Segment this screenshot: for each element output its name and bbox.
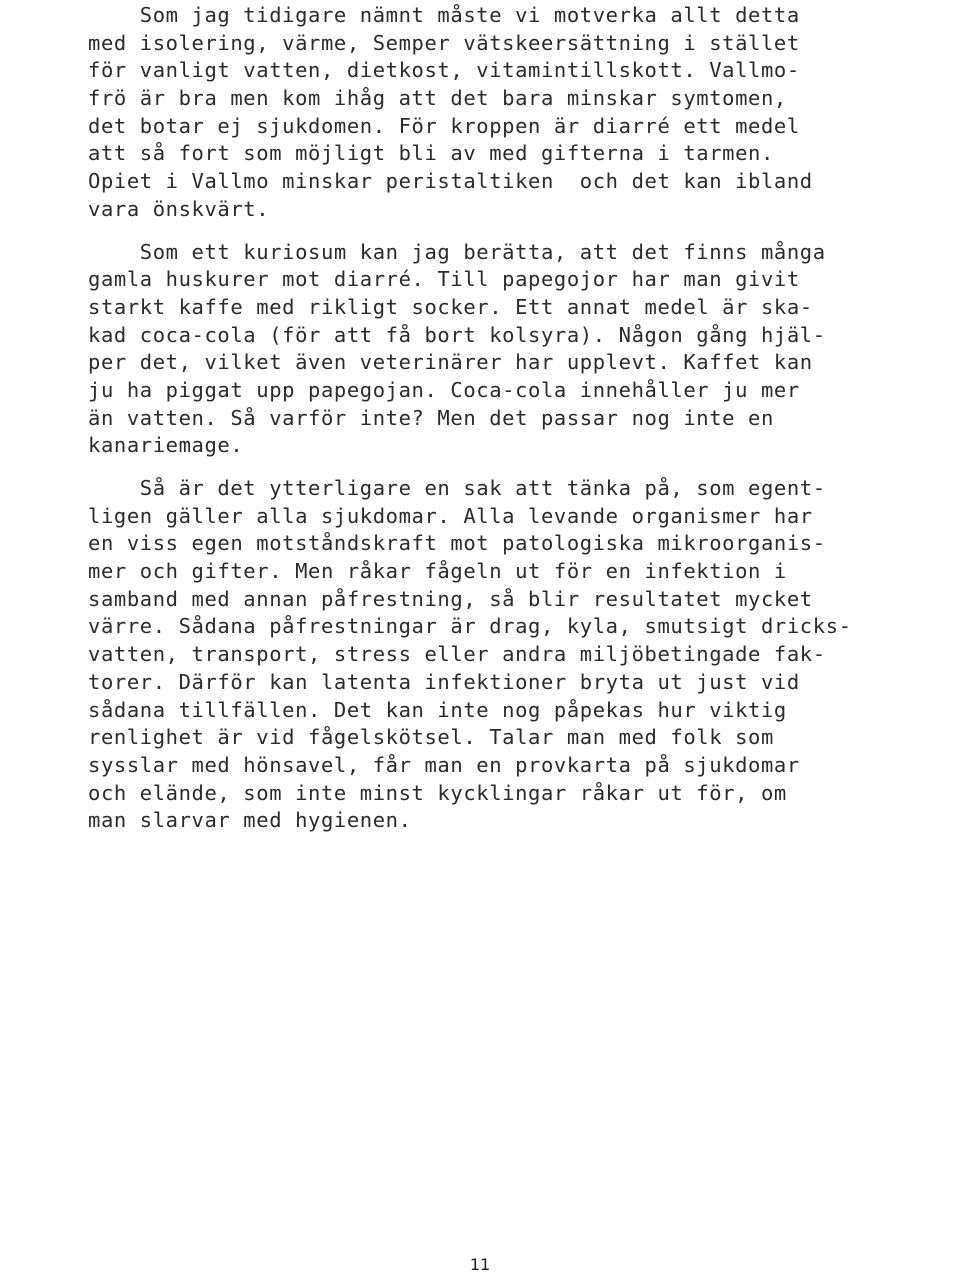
text-line: vatten, transport, stress eller andra miljöbetingade fak- — [88, 642, 826, 667]
text-line: än vatten. Så varför inte? Men det passar nog inte en — [88, 405, 774, 430]
text-line: sådana tillfällen. Det kan inte nog påpekas hur viktig — [88, 697, 787, 722]
text-line: mer och gifter. Men råkar fågeln ut för en infektion i — [88, 559, 787, 584]
text-line: ligen gäller alla sjukdomar. Alla levande organismer har — [88, 503, 813, 528]
text-line: sysslar med hönsavel, får man en provkarta på sjukdomar — [88, 752, 800, 777]
text-line: gamla huskurer mot diarré. Till papegojor har man givit — [88, 267, 800, 292]
text-line: frö är bra men kom ihåg att det bara minskar symtomen, — [88, 86, 787, 111]
page-number: 11 — [469, 1255, 491, 1274]
text-line: och elände, som inte minst kycklingar råkar ut för, om — [88, 780, 787, 805]
body-text — [88, 2, 918, 850]
text-line: Som jag tidigare nämnt måste vi motverka allt detta — [88, 3, 800, 27]
text-line: Som ett kuriosum kan jag berätta, att det finns många — [88, 239, 826, 264]
text-line: med isolering, värme, Semper vätskeersättning i stället — [88, 30, 800, 55]
text-line: renlighet är vid fågelskötsel. Talar man med folk som — [88, 725, 774, 750]
text-line: man slarvar med hygienen. — [88, 808, 412, 833]
text-line: starkt kaffe med rikligt socker. Ett annat medel är ska- — [88, 294, 813, 319]
text-line: att så fort som möjligt bli av med gifterna i tarmen. — [88, 141, 774, 166]
text-line: Så är det ytterligare en sak att tänka på, som egent- — [88, 476, 826, 500]
paragraph — [88, 475, 918, 835]
text-line: ju ha piggat upp papegojan. Coca-cola innehåller ju mer — [88, 377, 800, 402]
text-line: vara önskvärt. — [88, 196, 270, 221]
text-line: en viss egen motståndskraft mot patologiska mikroorganis- — [88, 531, 826, 556]
text-line: kanariemage. — [88, 433, 244, 458]
text-line: värre. Sådana påfrestningar är drag, kyla, smutsigt dricks- — [88, 614, 852, 639]
text-line: torer. Därför kan latenta infektioner bryta ut just vid — [88, 669, 800, 694]
text-line: för vanligt vatten, dietkost, vitamintillskott. Vallmo- — [88, 58, 800, 83]
paragraph — [88, 2, 918, 224]
text-line: Opiet i Vallmo minskar peristaltiken och det kan ibland — [88, 169, 813, 194]
text-line: kad coca-cola (för att få bort kolsyra). Någon gång hjäl- — [88, 322, 826, 347]
text-line: det botar ej sjukdomen. För kroppen är diarré ett medel — [88, 113, 800, 138]
text-line: per det, vilket även veterinärer har upplevt. Kaffet kan — [88, 350, 813, 375]
paragraph — [88, 239, 918, 461]
text-line: samband med annan påfrestning, så blir resultatet mycket — [88, 586, 813, 611]
